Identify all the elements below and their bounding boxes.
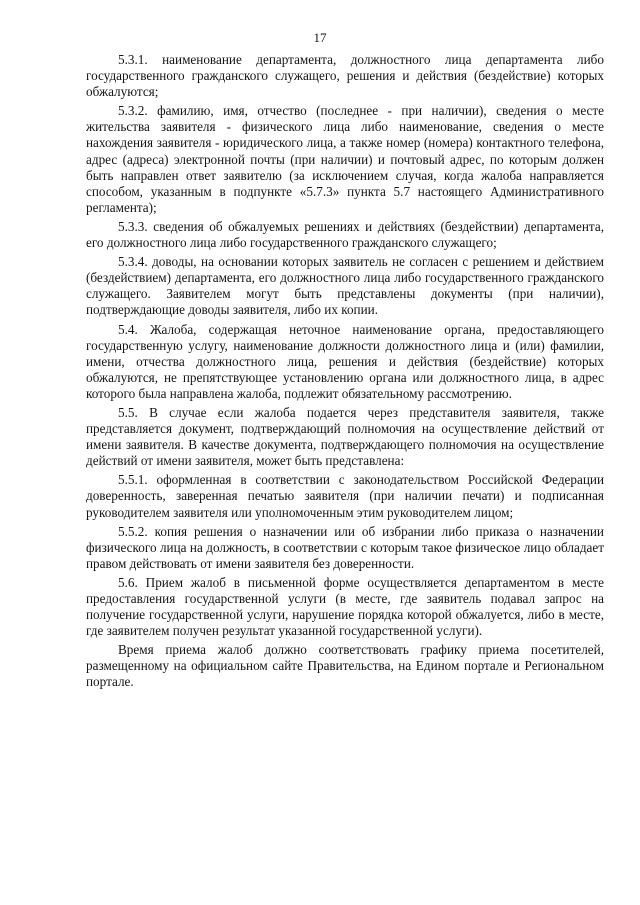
- page-number: 17: [313, 30, 327, 45]
- paragraph-5-5-1: 5.5.1. оформленная в соответствии с законодательством Российской Федерации доверенность, заверенная печатью заявителя (при наличии печати) и подписанная руководителем заявителя или уполномоченным этим руководителем лицом;: [86, 472, 604, 520]
- paragraph-5-3-4: 5.3.4. доводы, на основании которых заявитель не согласен с решением и действием (бездействием) департамента, его должностного лица либо государственного гражданского служащего. Заявителем могут быть представлены документы (при наличии), подтверждающие доводы заявителя, либо их копии.: [86, 254, 604, 318]
- paragraph-reception-time: Время приема жалоб должно соответствовать графику приема посетителей, размещенному на официальном сайте Правительства, на Едином портале и Региональном портале.: [86, 642, 604, 690]
- paragraph-5-5-2: 5.5.2. копия решения о назначении или об избрании либо приказа о назначении физического лица на должность, в соответствии с которым такое физическое лицо обладает правом действовать от имени заявителя без доверенности.: [86, 523, 604, 571]
- paragraph-5-3-1: 5.3.1. наименование департамента, должностного лица департамента либо государственного гражданского служащего, решения и действия (бездействие) которых обжалуются;: [86, 52, 604, 100]
- paragraph-5-6: 5.6. Прием жалоб в письменной форме осуществляется департаментом в месте предоставления государственной услуги (в месте, где заявитель подавал запрос на получение государственной услуги, нарушение порядка которой обжалуется, либо в месте, где заявителем получен результат указанной государственной услуги).: [86, 574, 604, 639]
- document-body: [86, 52, 604, 694]
- paragraph-5-5: 5.5. В случае если жалоба подается через представителя заявителя, также представляется документ, подтверждающий полномочия на осуществление действий от имени заявителя. В качестве документа, подтверждающего полномочия на осуществление действий от имени заявителя, может быть представлена:: [86, 404, 604, 469]
- paragraph-5-3-3: 5.3.3. сведения об обжалуемых решениях и действиях (бездействии) департамента, его должностного лица либо государственного гражданского служащего;: [86, 218, 604, 251]
- paragraph-5-4: 5.4. Жалоба, содержащая неточное наименование органа, предоставляющего государственную услугу, наименование должности должностного лица и (или) фамилии, имени, отчества должностного лица, решения и действия (бездействие) которых обжалуются, не препятствующее установлению органа или должностного лица, в адрес которого была направлена жалоба, подлежит обязательному рассмотрению.: [86, 321, 604, 401]
- paragraph-5-3-2: 5.3.2. фамилию, имя, отчество (последнее - при наличии), сведения о месте жительства заявителя - физического лица либо наименование, сведения о месте нахождения заявителя - юридического лица, а также номер (номера) контактного телефона, адрес (адреса) электронной почты (при наличии) и почтовый адрес, по которым должен быть направлен ответ заявителю (за исключением случая, когда жалоба направляется способом, указанным в подпункте «5.7.3» пункта 5.7 настоящего Административного регламента);: [86, 103, 604, 215]
